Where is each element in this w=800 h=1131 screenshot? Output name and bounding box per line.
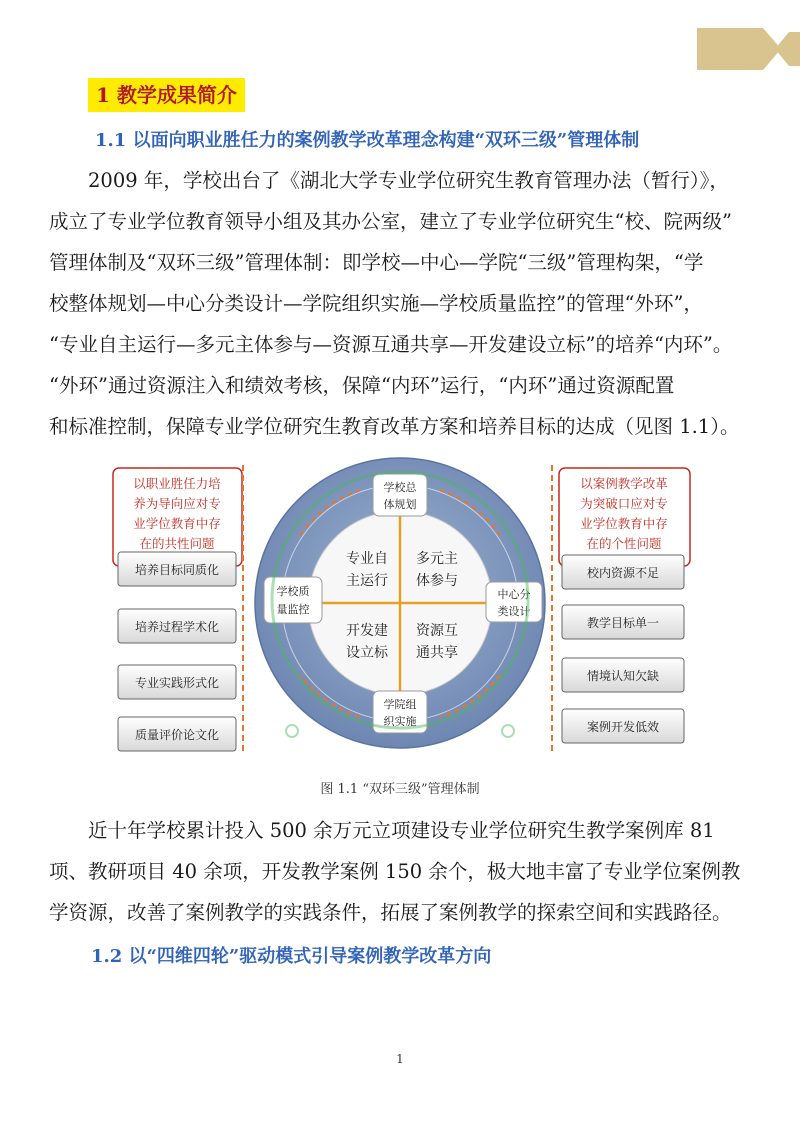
left-header-line: 在的共性问题 [139, 536, 215, 551]
text-line: 和标准控制，保障专业学位研究生教育改革方案和培养目标的达成（见图 1.1）。 [49, 415, 740, 438]
left-header-line: 以职业胜任力培 [133, 476, 221, 491]
right-item-label: 情境认知欠缺 [586, 669, 660, 683]
inner-q4-line: 资源互 [416, 623, 458, 639]
svg-text:学院组: 学院组 [383, 698, 417, 711]
figure-dual-ring-diagram [0, 455, 800, 770]
text-line: 近十年学校累计投入 500 余万元立项建设专业学位研究生教学案例库 81 [88, 819, 715, 842]
page-number: 1 [396, 1052, 404, 1066]
inner-q2-line: 体参与 [416, 573, 458, 589]
left-item-label: 专业实践形式化 [134, 676, 220, 690]
text-line: 项、教研项目 40 余项，开发教学案例 150 余个，极大地丰富了专业学位案例教 [49, 860, 741, 883]
text-line: 2009 年，学校出台了《湖北大学专业学位研究生教育管理办法（暂行）》， [88, 169, 729, 192]
right-item-label: 校内资源不足 [586, 566, 660, 580]
text-line: 管理体制及“双环三级”管理体制：即学校—中心—学院“三级”管理构架，“学 [49, 251, 704, 274]
svg-text:类设计: 类设计 [497, 605, 531, 618]
text-line: 校整体规划—中心分类设计—学院组织实施—学校质量监控”的管理“外环”， [49, 292, 703, 315]
right-item-label: 案例开发低效 [586, 720, 660, 734]
left-header-line: 养为导向应对专 [133, 496, 221, 511]
inner-q4-line: 通共享 [416, 645, 458, 661]
right-item-group [562, 555, 684, 743]
paragraph-2 [49, 810, 761, 933]
figure-caption: 图 1.1 “双环三级”管理体制 [320, 782, 480, 797]
text-line: “外环”通过资源注入和绩效考核，保障“内环”运行，“内环”通过资源配置 [49, 374, 675, 397]
right-item-label: 教学目标单一 [586, 616, 660, 630]
section-1-1-paragraph [49, 160, 761, 447]
heading-1: 1 教学成果简介 [88, 78, 245, 112]
left-item-label: 质量评价论文化 [134, 728, 220, 742]
svg-text:量监控: 量监控 [276, 603, 310, 616]
left-item-group [118, 552, 236, 751]
right-header-line: 为突破口应对专 [580, 496, 668, 511]
right-header-line: 在的个性问题 [586, 536, 662, 551]
corner-chevron-icon [697, 28, 800, 70]
text-line: 学资源，改善了案例教学的实践条件，拓展了案例教学的探索空间和实践路径。 [49, 901, 732, 924]
inner-q3-line: 开发建 [346, 623, 388, 639]
text-line: “专业自主运行—多元主体参与—资源互通共享—开发建设立标”的培养“内环”。 [49, 333, 733, 356]
svg-text:体规划: 体规划 [383, 498, 417, 511]
left-item-label: 培养目标同质化 [134, 563, 220, 577]
right-header-line: 以案例教学改革 [580, 476, 668, 491]
inner-q3-line: 设立标 [346, 645, 388, 661]
section-1-2-title: 1.2 以“四维四轮”驱动模式引导案例教学改革方向 [91, 946, 492, 967]
svg-text:中心分: 中心分 [497, 588, 531, 601]
inner-q2-line: 多元主 [416, 551, 458, 567]
left-header-line: 业学位教育中存 [133, 516, 221, 531]
svg-text:学校总: 学校总 [383, 481, 417, 494]
section-1-1-title: 1.1 以面向职业胜任力的案例教学改革理念构建“双环三级”管理体制 [95, 130, 640, 151]
text-line: 成立了专业学位教育领导小组及其办公室，建立了专业学位研究生“校、院两级” [49, 210, 732, 233]
inner-q1-line: 专业自 [346, 551, 388, 567]
svg-text:学校质: 学校质 [276, 585, 310, 598]
left-item-label: 培养过程学术化 [134, 620, 220, 634]
right-header-line: 业学位教育中存 [580, 516, 668, 531]
svg-text:织实施: 织实施 [383, 715, 417, 728]
inner-q1-line: 主运行 [346, 573, 388, 589]
